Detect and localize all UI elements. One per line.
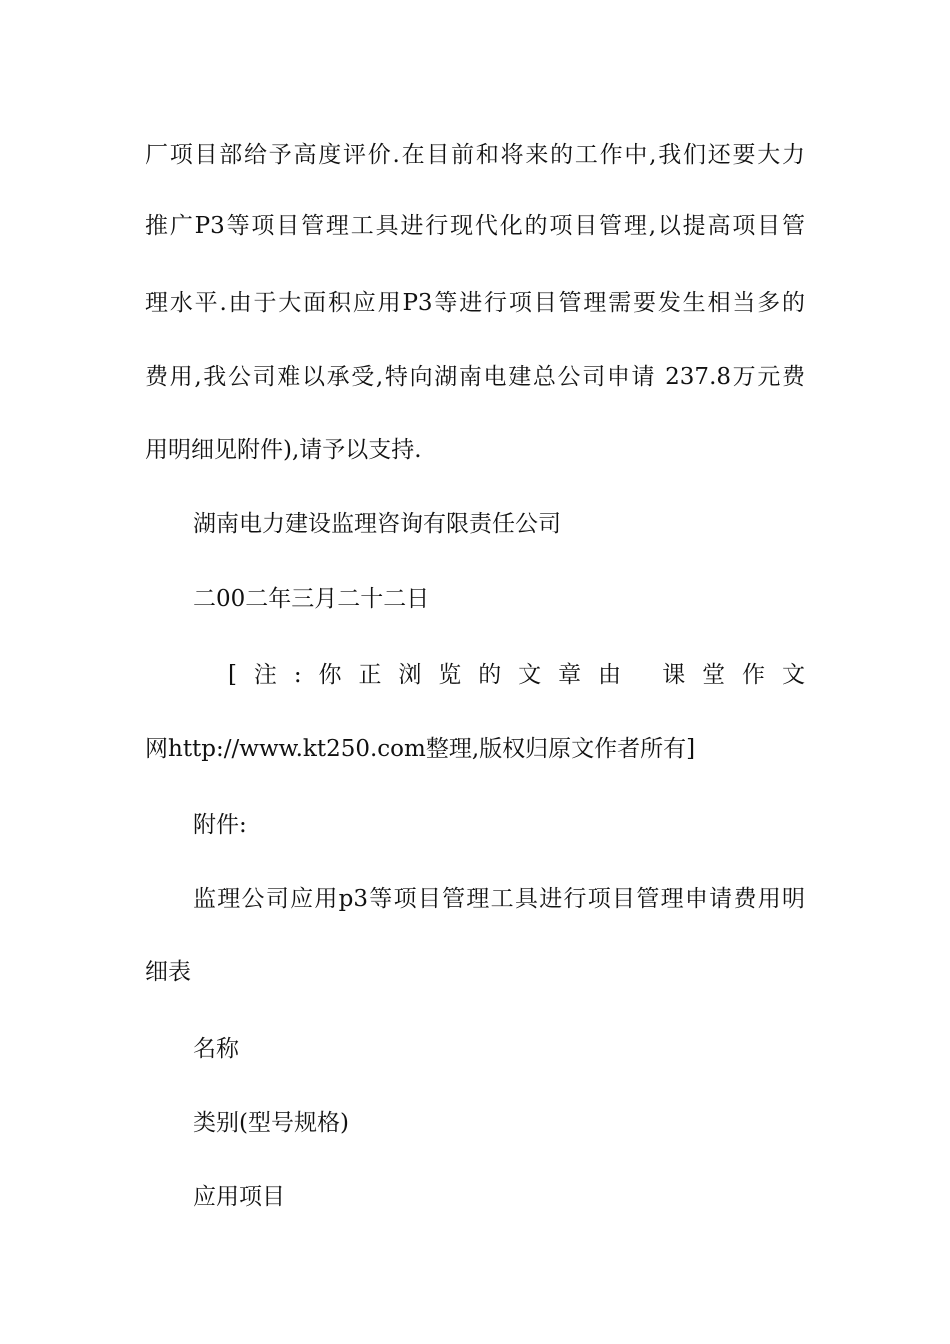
- company-name: 湖南电力建设监理咨询有限责任公司: [193, 511, 561, 537]
- table-header-category: 类别(型号规格): [193, 1110, 349, 1136]
- body-line-3: 理水平.由于大面积应用P3等进行项目管理需要发生相当多的: [145, 290, 805, 316]
- copyright-note-line-2: 网http://www.kt250.com整理,版权归原文作者所有]: [145, 736, 696, 762]
- body-line-1: 厂项目部给予高度评价.在目前和将来的工作中,我们还要大力: [145, 142, 805, 168]
- document-date: 二00二年三月二十二日: [193, 586, 430, 612]
- body-line-4: 费用,我公司难以承受,特向湖南电建总公司申请 237.8万元费: [145, 364, 805, 390]
- copyright-note-line-1: [注:你正浏览的文章由 课堂作文: [228, 662, 805, 688]
- body-line-2: 推广P3等项目管理工具进行现代化的项目管理,以提高项目管: [145, 213, 805, 239]
- attachment-title-line-2: 细表: [145, 959, 191, 985]
- body-line-5: 用明细见附件),请予以支持.: [145, 437, 422, 463]
- table-header-project: 应用项目: [193, 1184, 285, 1210]
- attachment-label: 附件:: [193, 812, 247, 838]
- attachment-title-line-1: 监理公司应用p3等项目管理工具进行项目管理申请费用明: [193, 886, 805, 912]
- table-header-name: 名称: [193, 1036, 239, 1062]
